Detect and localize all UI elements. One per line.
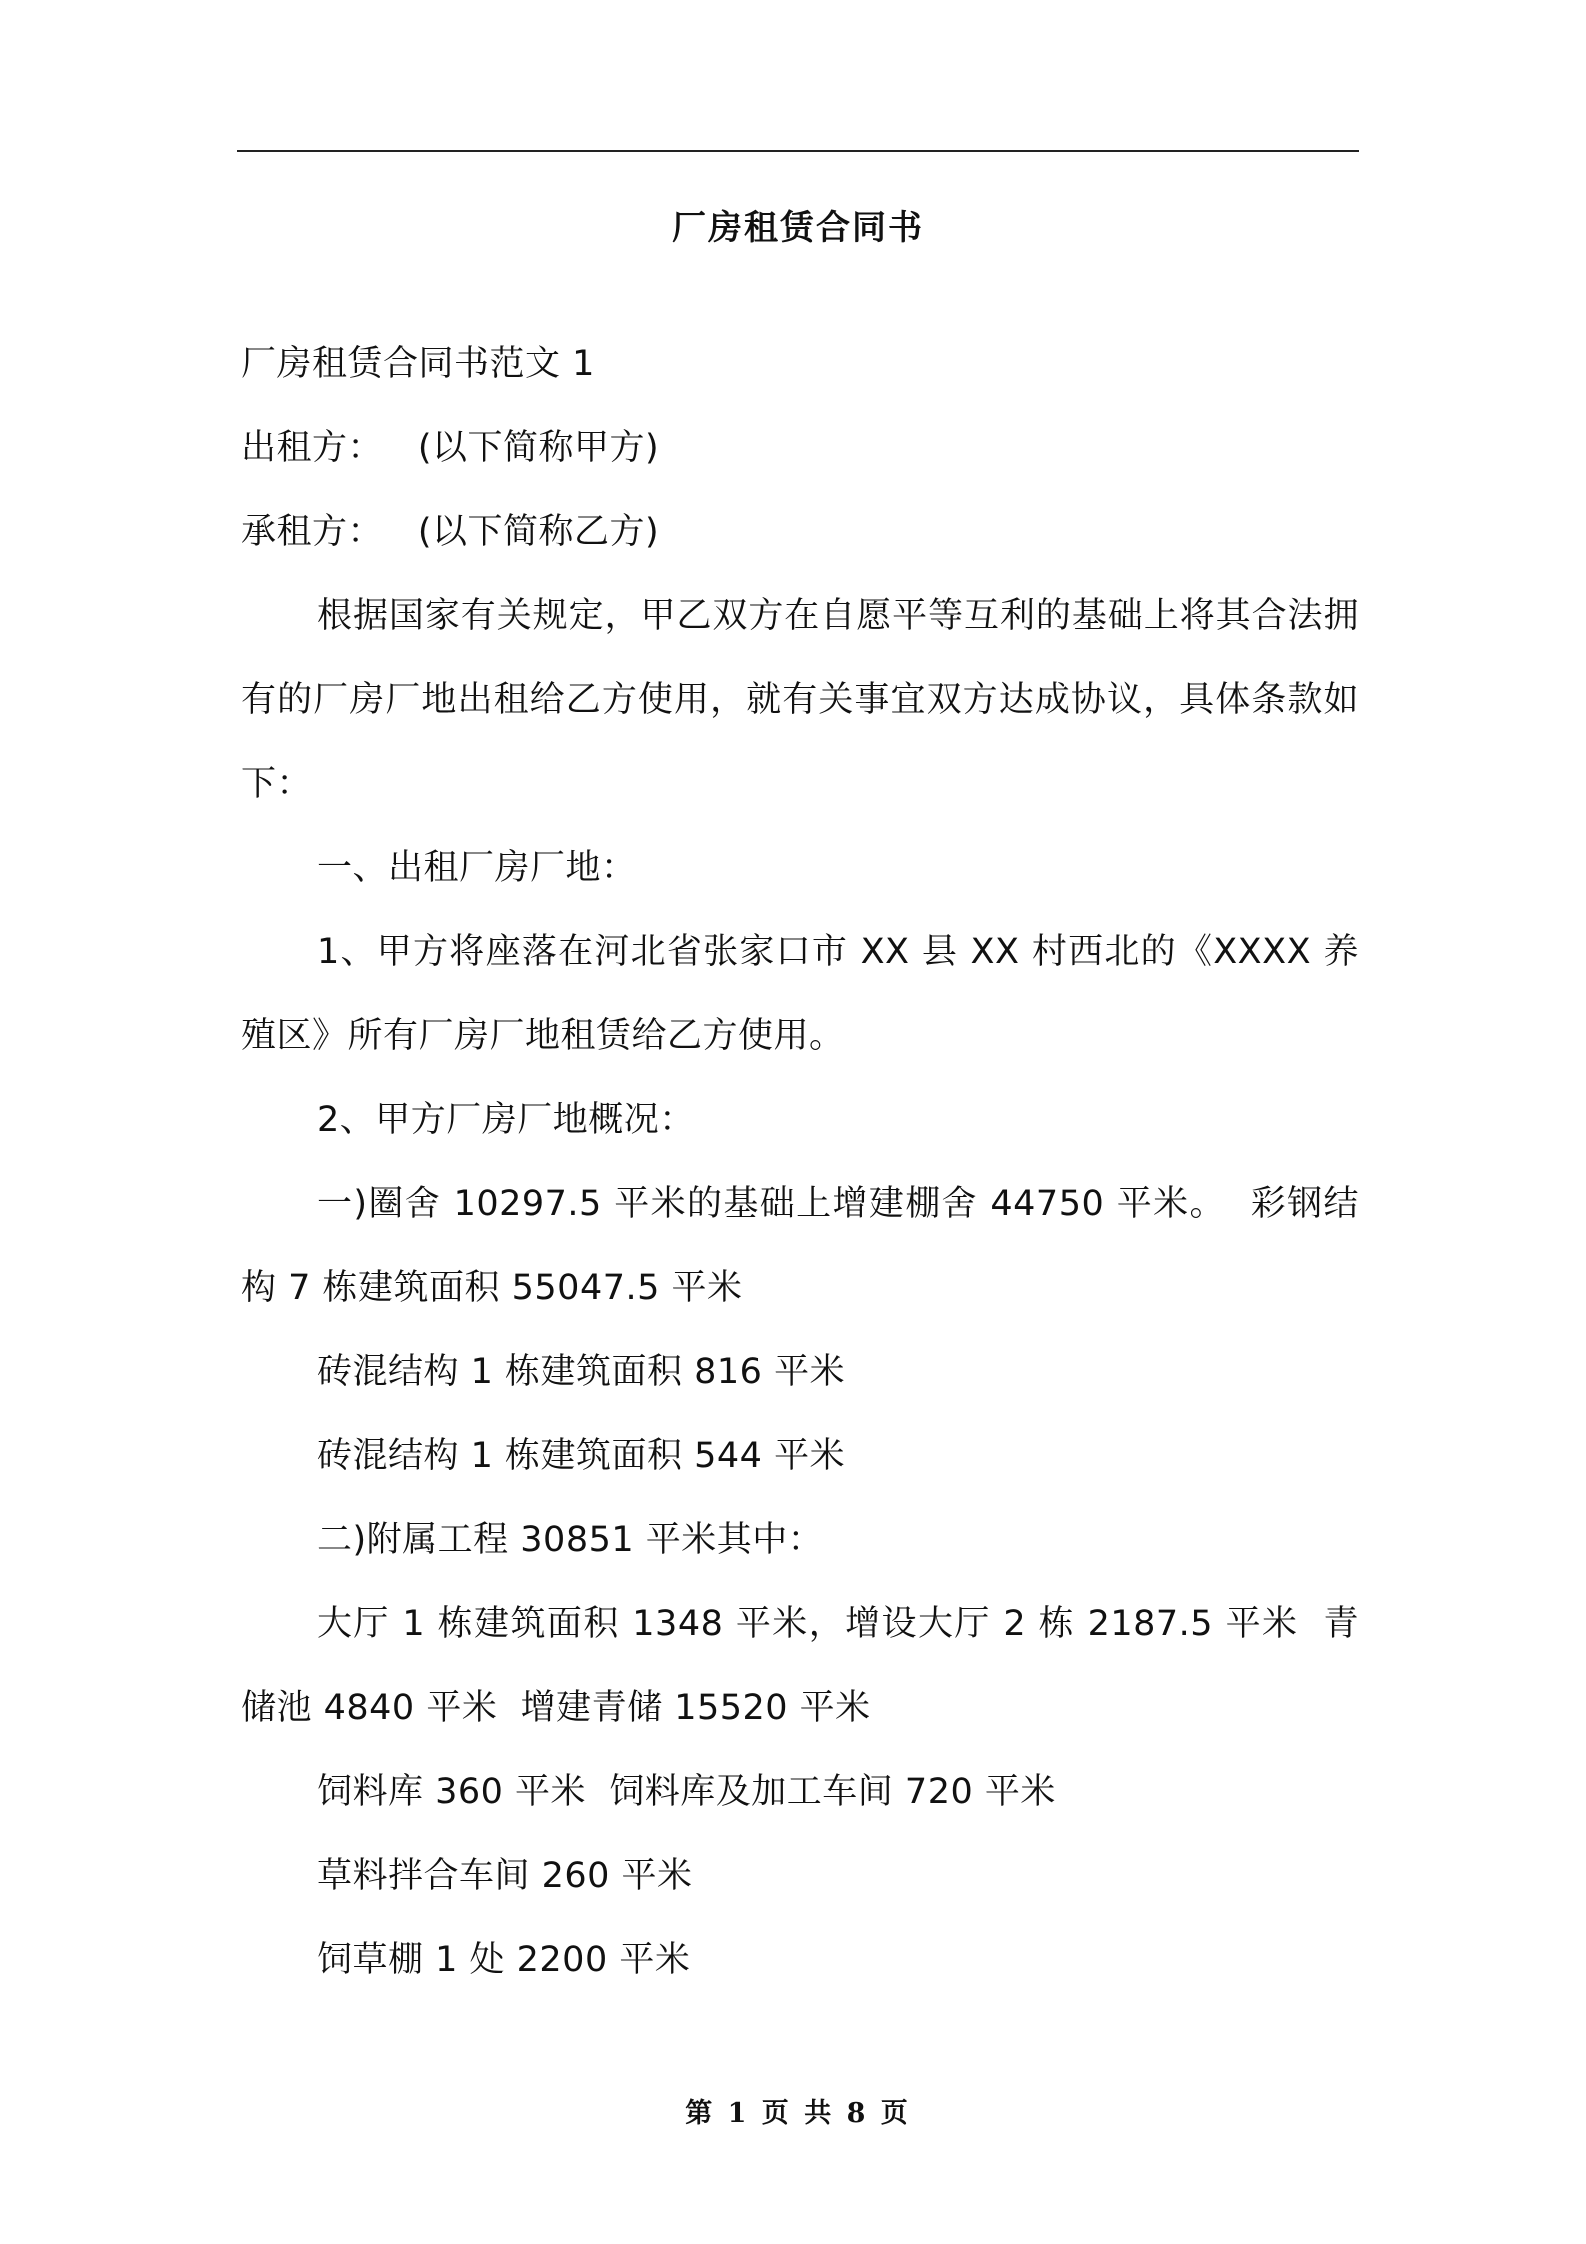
paragraph: 饲料库 360 平米 饲料库及加工车间 720 平米 (317, 1772, 1056, 1812)
paragraph: 承租方： (以下简称乙方) (241, 512, 660, 552)
paragraph: 出租方： (以下简称甲方) (241, 428, 660, 468)
paragraph: 饲草棚 1 处 2200 平米 (317, 1940, 691, 1980)
document-title: 厂房租赁合同书 (672, 208, 924, 248)
paragraph: 一、出租厂房厂地： (317, 848, 637, 888)
header-rule (237, 150, 1359, 152)
paragraph: 根据国家有关规定，甲乙双方在自愿平等互利的基础上将其合法拥有的厂房厂地出租给乙方使用，就有关事宜双方达成协议，具体条款如下： (241, 596, 1359, 804)
document-body (241, 322, 1359, 2002)
paragraph: 砖混结构 1 栋建筑面积 544 平米 (317, 1436, 846, 1476)
page-number: 第 1 页 共 8 页 (685, 2098, 911, 2129)
paragraph: 砖混结构 1 栋建筑面积 816 平米 (317, 1352, 846, 1392)
paragraph: 2、甲方厂房厂地概况： (317, 1100, 695, 1140)
paragraph: 1、甲方将座落在河北省张家口市 XX 县 XX 村西北的《XXXX 养殖区》所有厂房厂地租赁给乙方使用。 (241, 932, 1359, 1056)
paragraph: 草料拌合车间 260 平米 (317, 1856, 693, 1896)
paragraph: 一)圈舍 10297.5 平米的基础上增建棚舍 44750 平米。 彩钢结构 7 栋建筑面积 55047.5 平米 (241, 1184, 1359, 1308)
paragraph: 二)附属工程 30851 平米其中： (317, 1520, 824, 1560)
paragraph: 厂房租赁合同书范文 1 (241, 344, 595, 384)
paragraph: 大厅 1 栋建筑面积 1348 平米，增设大厅 2 栋 2187.5 平米 青储池 4840 平米 增建青储 15520 平米 (241, 1604, 1359, 1728)
